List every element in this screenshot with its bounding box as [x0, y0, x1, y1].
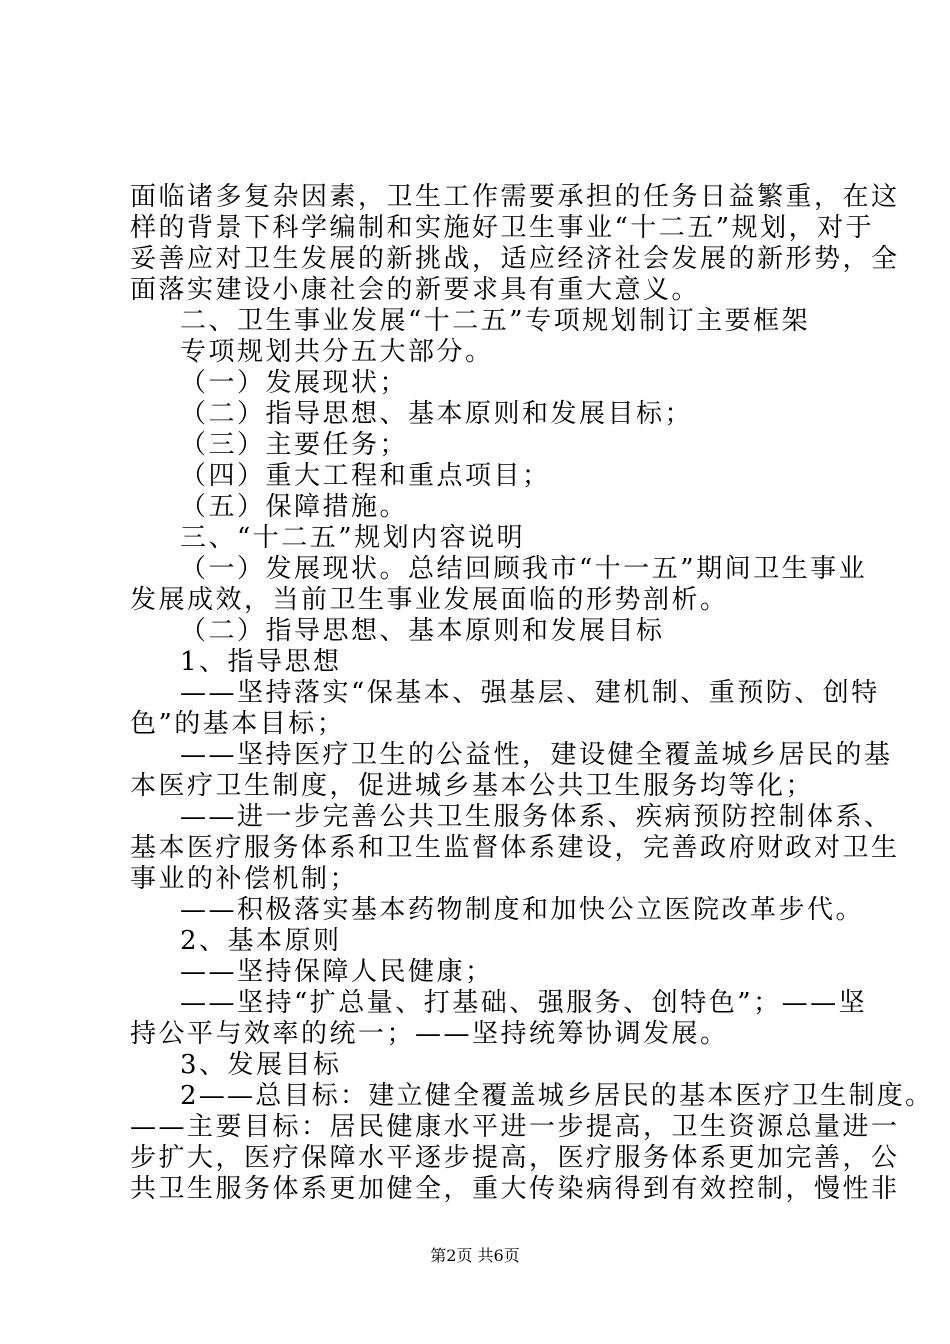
text-line: ——坚持医疗卫生的公益性，建设健全覆盖城乡居民的基 [180, 740, 893, 770]
text-line: （一）发展现状。总结回顾我市“十一五”期间卫生事业 [180, 554, 868, 584]
text-line: 步扩大，医疗保障水平逐步提高，医疗服务体系更加完善，公 [130, 1143, 900, 1173]
text-line: ——坚持落实“保基本、强基层、建机制、重预防、创特 [180, 678, 880, 708]
text-line: 本医疗卫生制度，促进城乡基本公共卫生服务均等化； [130, 771, 815, 801]
text-line: ——坚持保障人民健康； [180, 957, 494, 987]
text-line: 事业的补偿机制； [130, 864, 359, 894]
section-heading: 三、“十二五”规划内容说明 [180, 523, 526, 553]
page-footer: 第2页 共6页 [430, 1246, 520, 1265]
text-line: 发展成效，当前卫生事业发展面临的形势剖析。 [130, 585, 729, 615]
text-line: 2——总目标：建立健全覆盖城乡居民的基本医疗卫生制度。 [180, 1081, 934, 1111]
subsection-heading: 1、指导思想 [180, 647, 342, 677]
list-item: （三）主要任务； [180, 430, 409, 460]
section-heading: 二、卫生事业发展“十二五”专项规划制订主要框架 [180, 306, 811, 336]
text-line: 专项规划共分五大部分。 [180, 337, 494, 367]
text-line: 面临诸多复杂因素，卫生工作需要承担的任务日益繁重，在这 [130, 182, 900, 212]
text-line: ——进一步完善公共卫生服务体系、疾病预防控制体系、 [180, 802, 893, 832]
text-line: 持公平与效率的统一；——坚持统筹协调发展。 [130, 1019, 729, 1049]
subsection-heading: 2、基本原则 [180, 926, 342, 956]
list-item: （一）发展现状； [180, 368, 409, 398]
subsection-heading: （二）指导思想、基本原则和发展目标 [180, 616, 665, 646]
list-item: （五）保障措施。 [180, 492, 409, 522]
text-line: 共卫生服务体系更加健全，重大传染病得到有效控制，慢性非 [130, 1174, 900, 1204]
text-line: 色”的基本目标； [130, 709, 346, 739]
text-line: 基本医疗服务体系和卫生监督体系建设，完善政府财政对卫生 [130, 833, 900, 863]
text-line: ——积极落实基本药物制度和加快公立医院改革步代。 [180, 895, 865, 925]
subsection-heading: 3、发展目标 [180, 1050, 342, 1080]
text-line: 妥善应对卫生发展的新挑战，适应经济社会发展的新形势，全 [130, 244, 900, 274]
text-line: 样的背景下科学编制和实施好卫生事业“十二五”规划，对于 [130, 213, 875, 243]
text-line: ——主要目标：居民健康水平进一步提高，卫生资源总量进一 [130, 1112, 900, 1142]
list-item: （二）指导思想、基本原则和发展目标； [180, 399, 694, 429]
text-line: 面落实建设小康社会的新要求具有重大意义。 [130, 275, 701, 305]
list-item: （四）重大工程和重点项目； [180, 461, 551, 491]
text-line: ——坚持“扩总量、打基础、强服务、创特色”；——坚 [180, 988, 868, 1018]
